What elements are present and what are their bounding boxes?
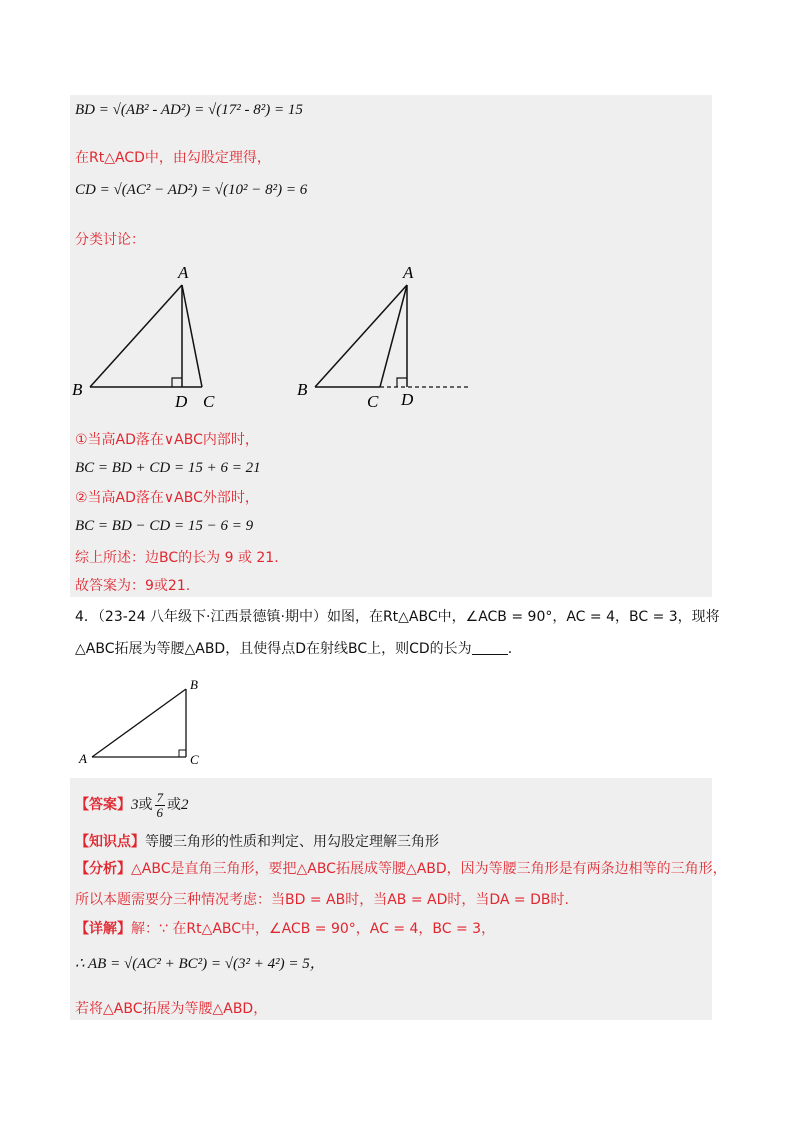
knowledge-label: 【知识点】 [75,834,145,850]
label-a: A [178,263,189,282]
side-ab [92,689,186,757]
answer-or-2: 或 [167,797,181,813]
question4-line2 [75,640,512,658]
answer-or-1: 或 [138,797,153,813]
knowledge-row [75,833,439,851]
right-angle-mark [397,378,407,387]
right-angle-mark [179,750,186,757]
analysis-row-1 [75,860,727,878]
question-source: （23-24 八年级下·江西景德镇·期中） [97,609,327,625]
question4-line1 [75,608,720,626]
classify-label: 分类讨论： [75,232,145,248]
label-c: C [367,392,379,410]
cd-formula: CD = √(AC² − AD²) = √(10² − 8²) = 6 [75,182,308,198]
detail-row-1 [75,920,495,938]
diagram-case2 [295,260,480,410]
detail-row-2: 若将△ABC拓展为等腰△ABD， [75,1001,268,1017]
case1-title: ①当高AD落在∨ABC内部时， [75,432,259,448]
detail-text-1: 解：∵ 在Rt△ABC中，∠ACB = 90°，AC = 4，BC = 3， [131,921,496,937]
answer-fraction [155,791,166,820]
answer-value-1: 3 [131,797,139,813]
diagram-question4 [75,675,215,775]
answer-row [75,786,189,824]
label-c: C [190,752,199,767]
label-b: B [190,677,198,692]
analysis-text-1: △ABC是直角三角形，要把△ABC拓展成等腰△ABD，因为等腰三角形是有两条边相等的三角形， [131,861,727,877]
knowledge-text: 等腰三角形的性质和判定、用勾股定理解三角形 [145,834,439,850]
fraction-denominator: 6 [156,804,163,820]
rt-acd-text: 在Rt△ACD中，由勾股定理得， [75,150,271,166]
question-text-2: △ABC拓展为等腰△ABD，且使得点D在射线BC上，则CD的长为 [75,641,472,657]
case1-formula: BC = BD + CD = 15 + 6 = 21 [75,460,261,476]
question-text-end: . [507,641,513,657]
analysis-label: 【分析】 [75,861,131,877]
label-a: A [79,751,87,766]
case2-formula: BC = BD − CD = 15 − 6 = 9 [75,518,254,534]
label-a: A [403,263,414,282]
detail-formula: ∴ AB = √(AC² + BC²) = √(3² + 4²) = 5， [75,956,325,972]
detail-label: 【详解】 [75,921,131,937]
answer-value-3: 2 [181,797,189,813]
label-b: B [297,380,308,399]
case2-title: ②当高AD落在∨ABC外部时， [75,490,259,506]
answer-line: 故答案为：9或21. [75,578,191,594]
question-number: 4． [75,609,98,625]
summary: 综上所述：边BC的长为 9 或 21. [75,550,279,566]
answer-label: 【答案】 [75,797,131,813]
right-angle-mark [172,378,182,387]
side-ac [182,285,202,387]
fraction-numerator: 7 [156,789,163,805]
label-d: D [401,390,414,409]
question-text-1: 如图，在Rt△ABC中，∠ACB = 90°，AC = 4，BC = 3，现将 [326,609,720,625]
answer-blank [472,654,508,655]
label-b: B [72,380,83,399]
analysis-row-2: 所以本题需要分三种情况考虑：当BD = AB时，当AB = AD时，当DA = DB时. [75,892,569,908]
side-ab [90,285,182,387]
label-c: C [203,392,215,410]
label-d: D [175,392,188,410]
diagram-case1 [70,260,240,410]
bd-formula: BD = √(AB² - AD²) = √(17² - 8²) = 15 [75,102,303,118]
